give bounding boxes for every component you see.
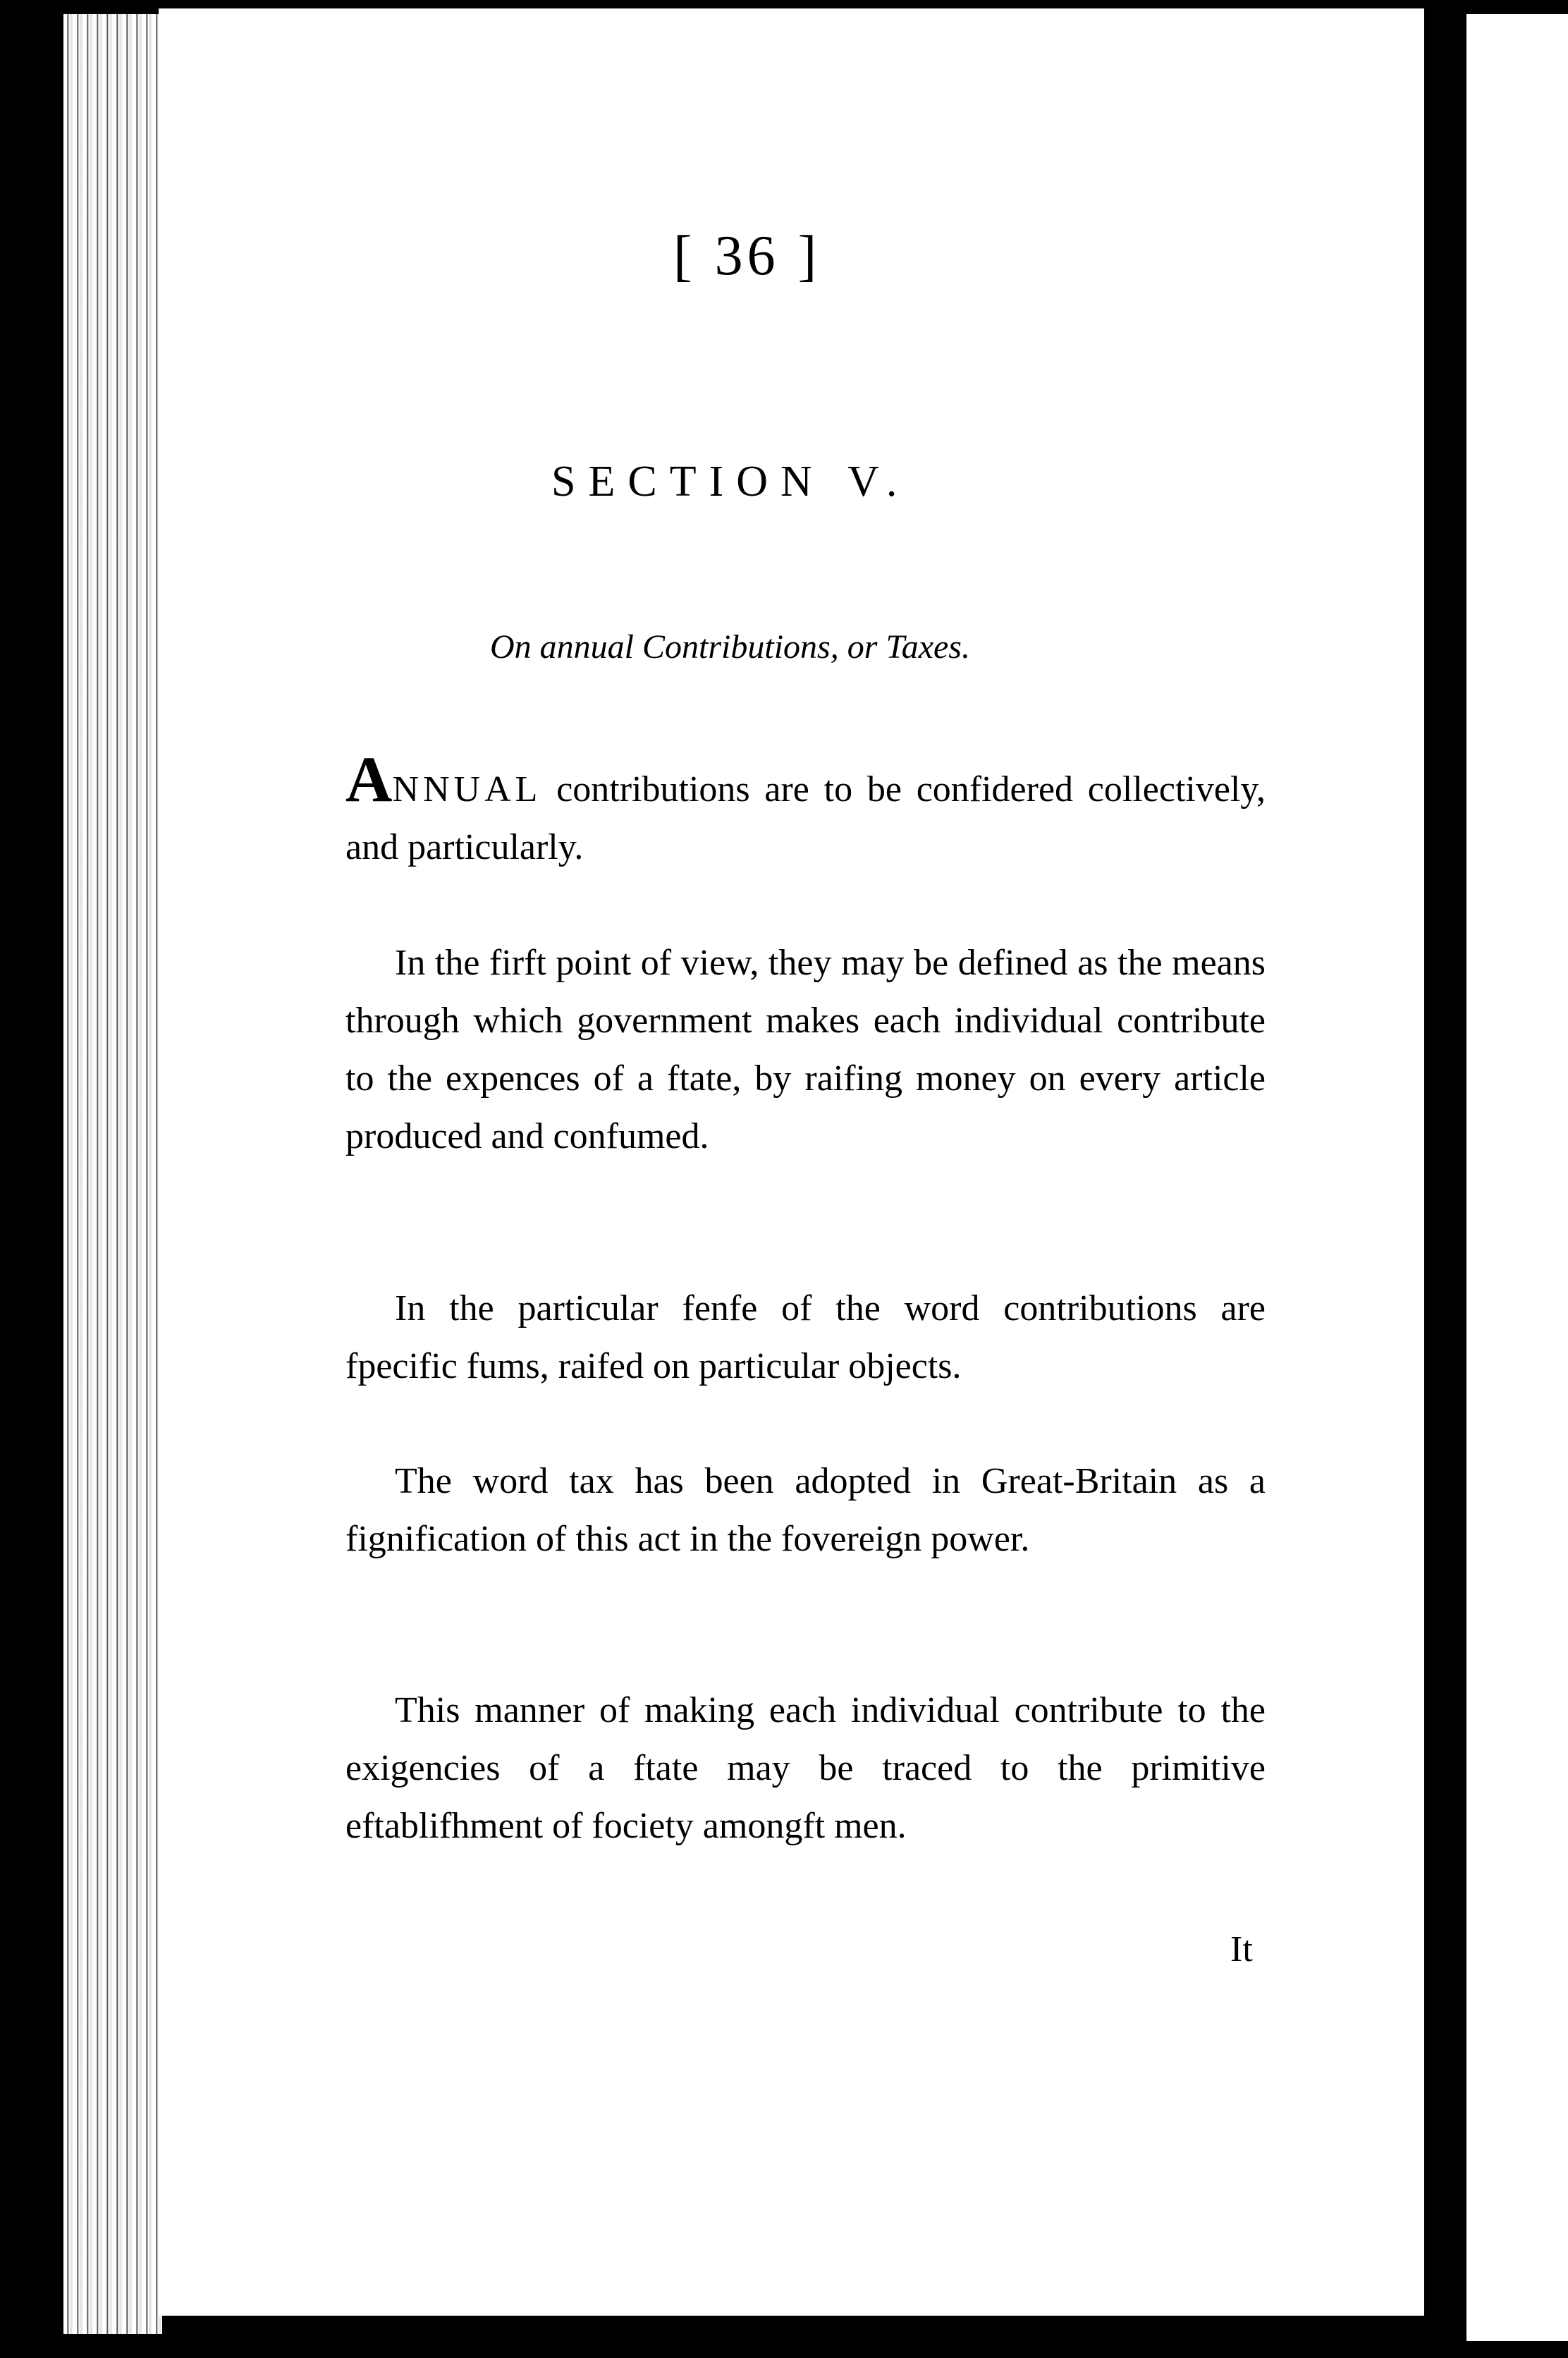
drop-cap: A [345,743,393,815]
paragraph [345,934,1266,1166]
page-number: [ 36 ] [673,225,821,287]
paragraph-text: This manner of making each individual contribute to the exigencies of a ftate may be traced to the primitive eftablifhment of fociety amongft men. [345,1690,1266,1846]
paragraph-lead-word: NNUAL [392,769,542,810]
page-block-edges [63,14,162,2334]
paragraph-text: In the particular fenfe of the word contributions are fpecific fums, raifed on particular objects. [345,1288,1266,1386]
paragraph [345,1280,1266,1395]
paragraph [345,1682,1266,1855]
paragraph-text: contributions are to be confidered collectively, and particularly. [345,769,1266,867]
catchword: It [1230,1929,1253,1969]
paragraph-text: The word tax has been adopted in Great-Britain as a fignification of this act in the fovereign power. [345,1461,1266,1559]
paragraph [345,743,1266,876]
section-subtitle: On annual Contributions, or Taxes. [490,628,970,666]
binding-gutter [1424,0,1466,2358]
paragraph [345,1453,1266,1568]
section-heading: SECTION V. [551,458,910,506]
paragraph-text: In the firft point of view, they may be defined as the means through which government makes each individual contribute to the expences of a ftate, by raifing money on every article produced and confumed. [345,943,1266,1156]
facing-page-edge [1466,14,1568,2341]
